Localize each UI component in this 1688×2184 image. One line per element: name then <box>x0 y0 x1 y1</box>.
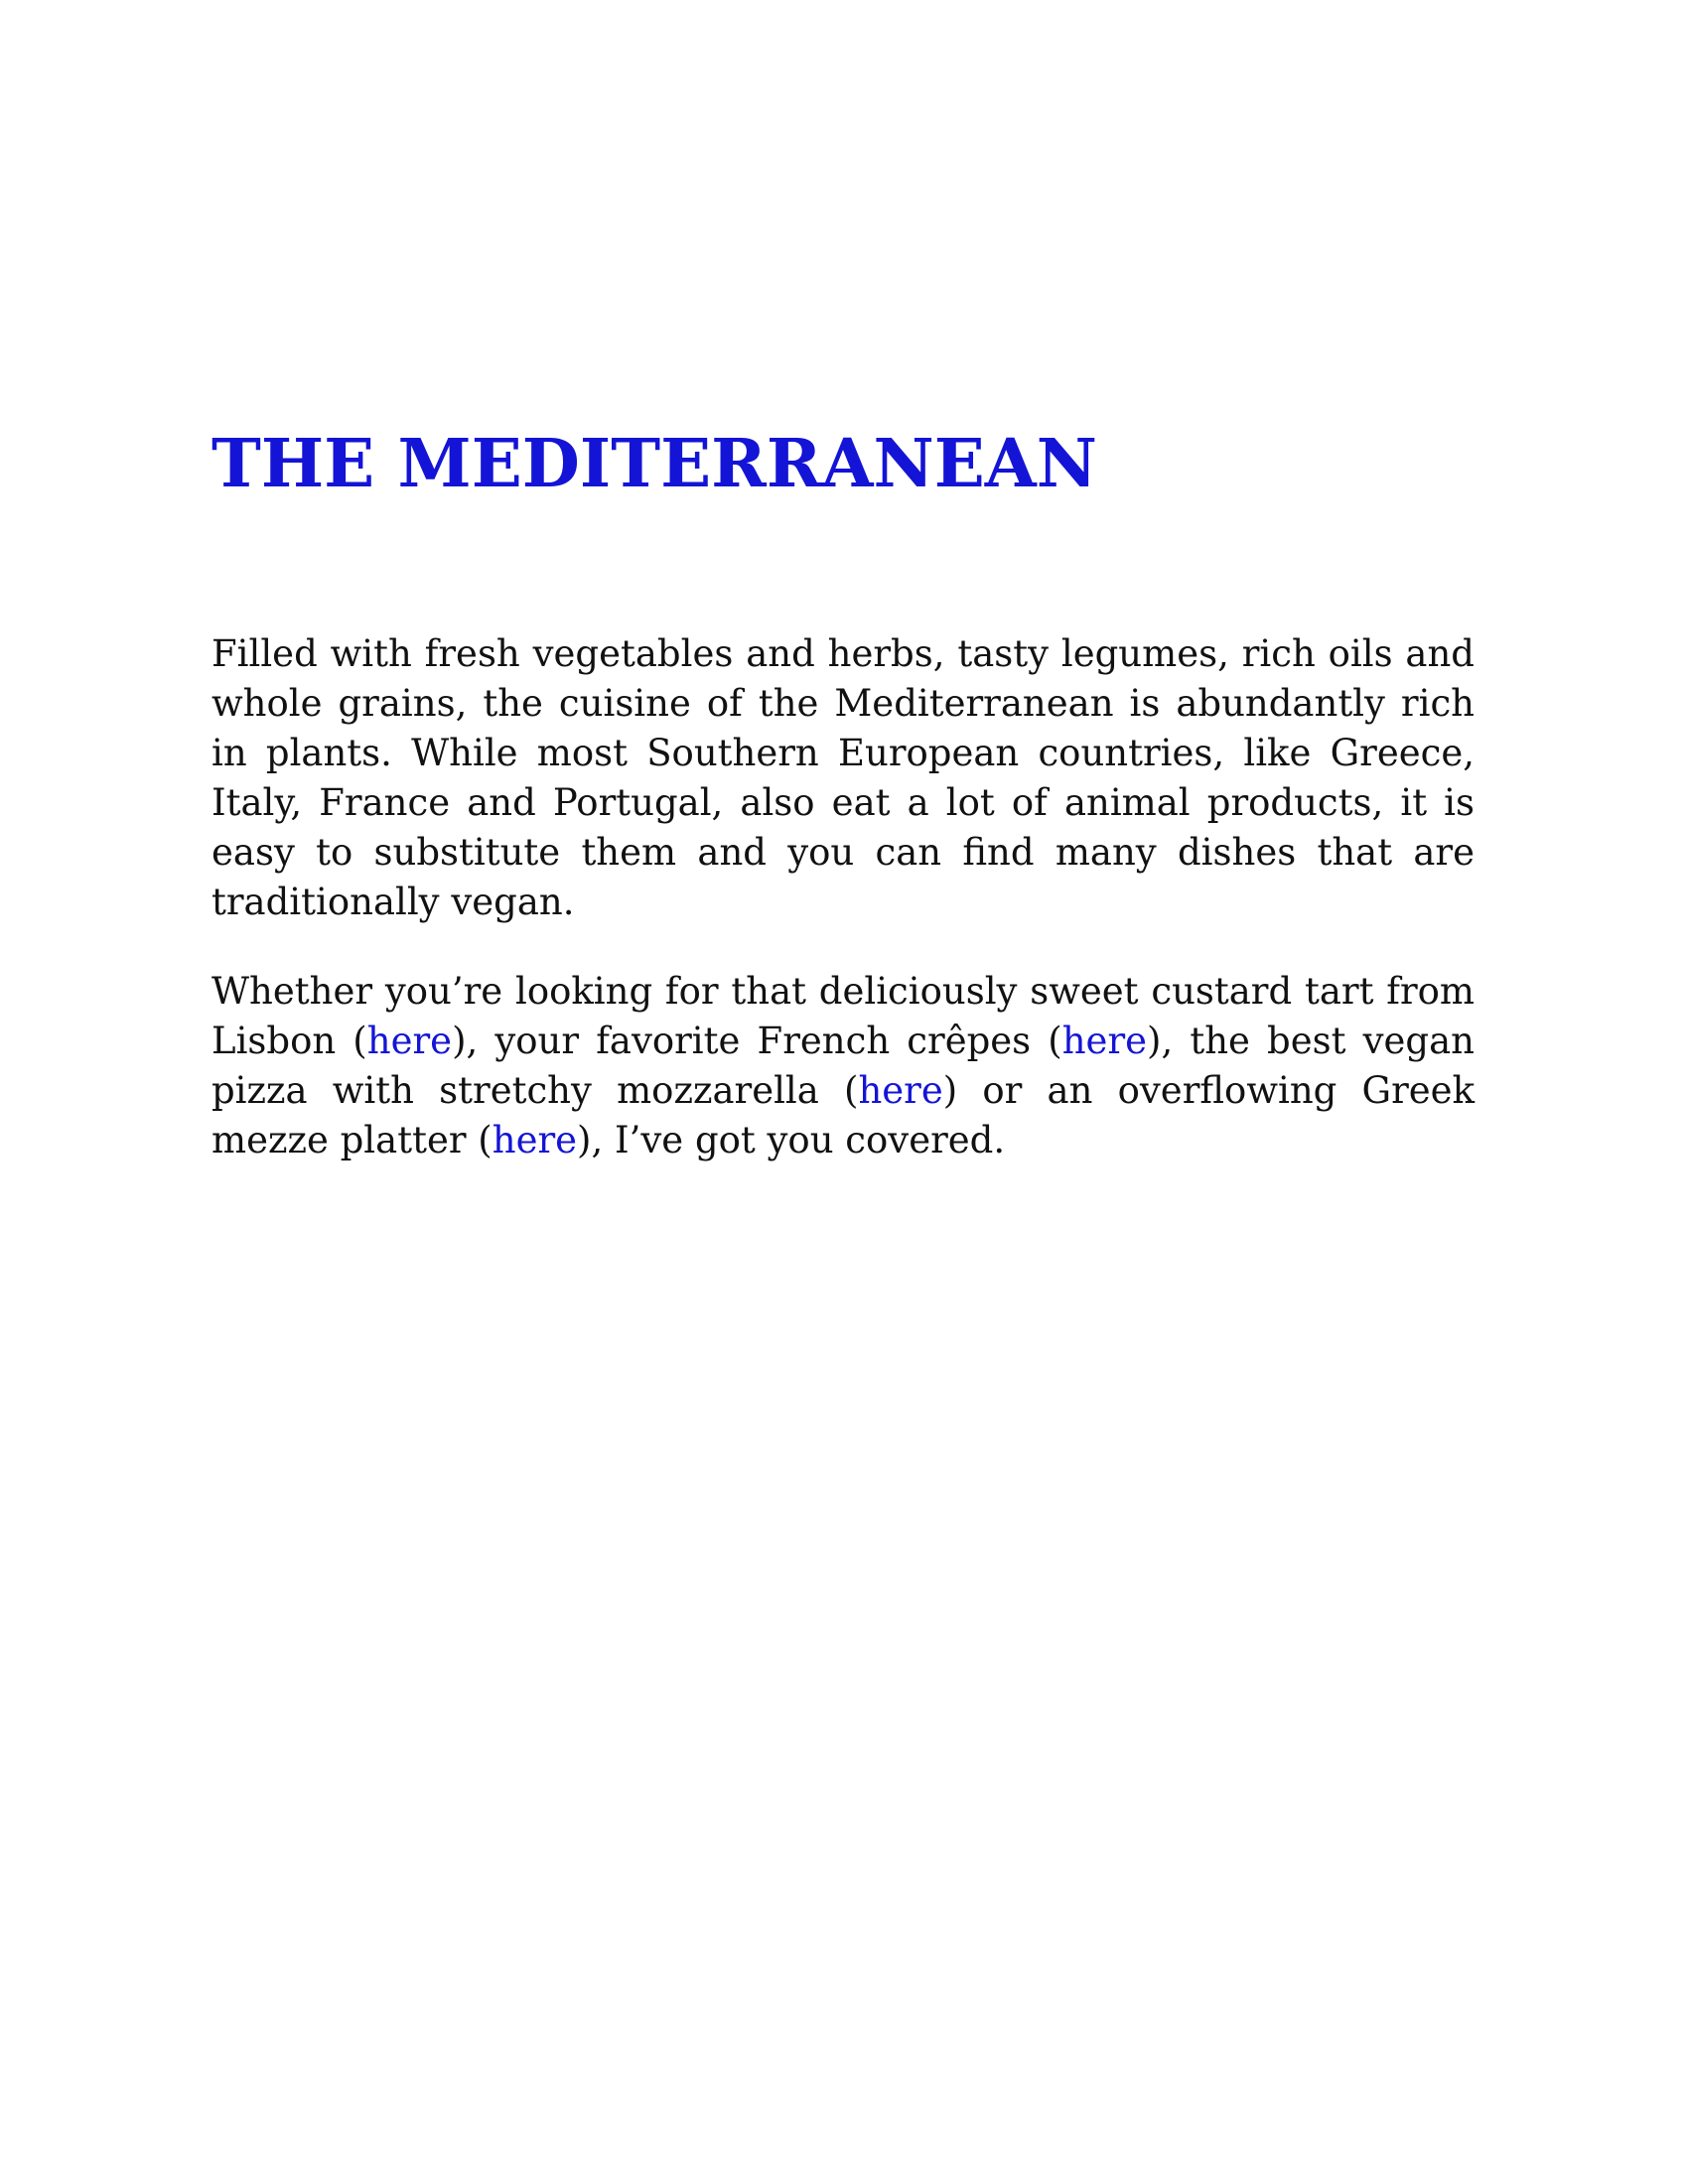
page-title: THE MEDITERRANEAN <box>211 424 1098 502</box>
mezze-platter-link[interactable]: here <box>492 1118 578 1161</box>
pizza-link[interactable]: here <box>858 1068 943 1112</box>
recipes-text-4: ) or an overflowing Greek mezze platter ( <box>211 1068 1476 1161</box>
custard-tart-link[interactable]: here <box>366 1019 453 1062</box>
recipes-text-1: Whether you’re looking for that deliciously sweet custard tart from Lisbon ( <box>211 969 1475 1062</box>
recipes-text-3: ), the best vegan pizza with stretchy mozzarella ( <box>211 1019 1475 1112</box>
intro-paragraph: Filled with fresh vegetables and herbs, tasty legumes, rich oils and whole grains, the cuisine of the Mediterranean is abundantly rich in plants. While most Southern European countries, like Greece, Italy, France and Portugal, also eat a lot of animal products, it is easy to substitute them and you can find many dishes that are traditionally vegan. <box>211 631 1475 923</box>
page-content <box>211 424 1476 1165</box>
recipes-text-2: ), your favorite French crêpes ( <box>452 1019 1062 1062</box>
recipes-text-5: ), I’ve got you covered. <box>577 1118 1006 1161</box>
recipes-paragraph <box>211 967 1475 1165</box>
crepes-link[interactable]: here <box>1061 1019 1148 1062</box>
